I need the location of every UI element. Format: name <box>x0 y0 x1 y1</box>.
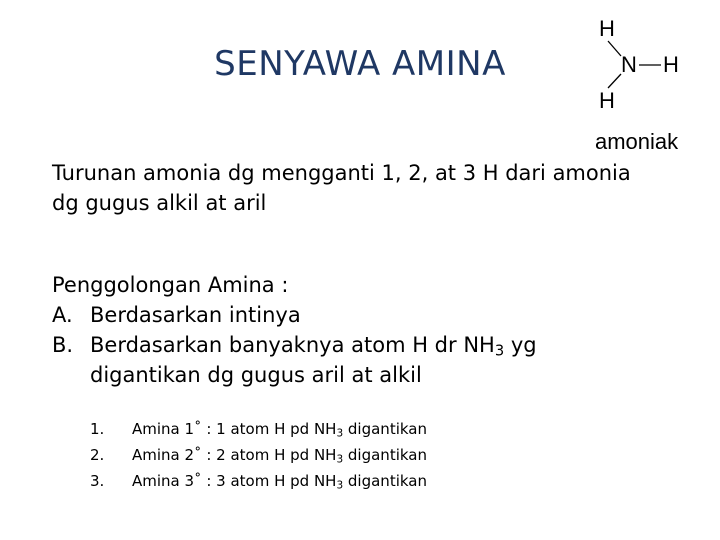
amine-types-list <box>90 416 490 494</box>
ammonia-structure-diagram <box>585 8 715 158</box>
amine-type-number: 2. <box>90 446 105 464</box>
classification-text-after: yg digantikan dg gugus aril at alkil <box>90 333 537 387</box>
amine-type-text-before: Amina 2˚ : 2 atom H pd NH <box>132 446 337 464</box>
atom-h-bottom: H <box>599 88 615 113</box>
atom-n: N <box>621 52 637 77</box>
amine-type-text-after: digantikan <box>343 446 427 464</box>
classification-marker: A. <box>52 303 73 327</box>
definition-paragraph: Turunan amonia dg mengganti 1, 2, at 3 H dari amonia dg gugus alkil at aril <box>52 161 631 215</box>
ammonia-structure <box>585 8 715 158</box>
subscript: 3 <box>336 427 344 440</box>
atom-h-top: H <box>599 16 615 41</box>
subscript: 3 <box>336 479 344 492</box>
classification-marker: B. <box>52 333 74 357</box>
amine-type-number: 1. <box>90 420 105 438</box>
bond-n-h-bottom <box>608 74 621 88</box>
subscript: 3 <box>336 453 344 466</box>
amine-type-item <box>90 468 490 494</box>
classification-text: Berdasarkan intinya <box>90 303 301 327</box>
classification-text-before: Berdasarkan banyaknya atom H dr NH <box>90 333 495 357</box>
amine-type-text-after: digantikan <box>343 420 427 438</box>
classification-item <box>52 300 652 330</box>
amine-type-item <box>90 442 490 468</box>
amine-type-text-after: digantikan <box>343 472 427 490</box>
amine-type-number: 3. <box>90 472 105 490</box>
classification-section <box>52 270 652 390</box>
slide-title-text: SENYAWA AMINA <box>214 44 506 84</box>
amine-type-text-before: Amina 3˚ : 3 atom H pd NH <box>132 472 337 490</box>
atom-h-right: H <box>663 52 679 77</box>
amine-type-text-before: Amina 1˚ : 1 atom H pd NH <box>132 420 337 438</box>
molecule-caption: amoniak <box>595 129 679 154</box>
classification-list <box>52 300 652 390</box>
bond-n-h-top <box>608 41 621 56</box>
amine-type-item <box>90 416 490 442</box>
classification-item <box>52 330 652 390</box>
classification-heading: Penggolongan Amina : <box>52 273 289 297</box>
subscript: 3 <box>494 342 505 360</box>
